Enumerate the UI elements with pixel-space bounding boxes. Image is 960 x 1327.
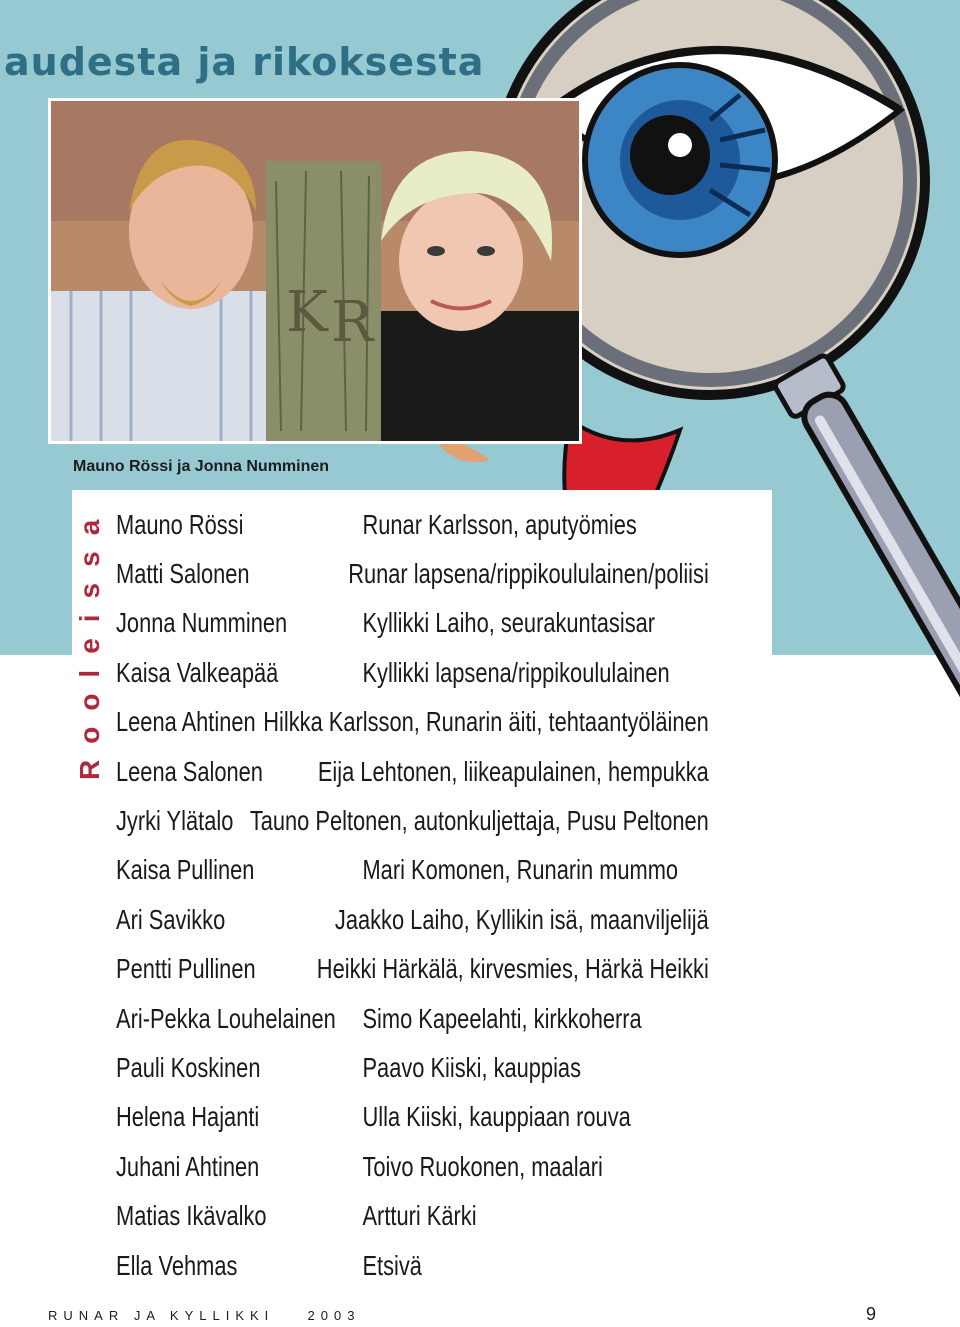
list-item bbox=[116, 796, 709, 845]
list-item bbox=[116, 747, 709, 796]
list-item bbox=[116, 698, 709, 747]
list-item bbox=[116, 1093, 709, 1142]
footer-year: 2003 bbox=[307, 1308, 361, 1323]
actor-name: Kaisa Valkeapää bbox=[116, 656, 279, 688]
role-name: Etsivä bbox=[362, 1249, 422, 1281]
actor-name: Ari Savikko bbox=[116, 903, 226, 935]
list-item bbox=[116, 648, 709, 697]
page-number: 9 bbox=[866, 1304, 877, 1324]
actor-name: Juhani Ahtinen bbox=[116, 1150, 260, 1182]
actor-name: Leena Ahtinen bbox=[116, 706, 256, 738]
actor-name: Leena Salonen bbox=[116, 755, 263, 787]
list-item bbox=[116, 1191, 709, 1240]
actor-name: Helena Hajanti bbox=[116, 1101, 260, 1133]
actor-name: Jyrki Ylätalo bbox=[116, 805, 234, 837]
list-item bbox=[116, 1043, 709, 1092]
list-item bbox=[116, 846, 709, 895]
footer-title-text: RUNAR JA KYLLIKKI bbox=[48, 1308, 275, 1323]
actor-name: Mauno Rössi bbox=[116, 508, 244, 540]
list-item bbox=[116, 500, 709, 549]
actor-name: Pentti Pullinen bbox=[116, 953, 256, 985]
actor-name: Pauli Koskinen bbox=[116, 1051, 261, 1083]
roles-heading bbox=[60, 720, 120, 780]
cast-photo bbox=[48, 98, 582, 444]
role-name: Ulla Kiiski, kauppiaan rouva bbox=[362, 1101, 631, 1133]
role-name: Mari Komonen, Runarin mummo bbox=[362, 854, 679, 886]
role-name: Jaakko Laiho, Kyllikin isä, maanviljelijä bbox=[334, 903, 709, 935]
role-name: Toivo Ruokonen, maalari bbox=[362, 1150, 603, 1182]
role-name: Hilkka Karlsson, Runarin äiti, tehtaantyöläinen bbox=[263, 706, 709, 738]
actor-name: Kaisa Pullinen bbox=[116, 854, 255, 886]
actor-name: Matias Ikävalko bbox=[116, 1200, 267, 1232]
svg-text:R: R bbox=[331, 290, 374, 355]
role-name: Heikki Härkälä, kirvesmies, Härkä Heikki bbox=[316, 953, 709, 985]
cast-list bbox=[116, 500, 876, 1290]
headline: audesta ja rikoksesta bbox=[4, 40, 485, 84]
list-item bbox=[116, 1241, 709, 1290]
list-item bbox=[116, 549, 709, 598]
actor-name: Ari-Pekka Louhelainen bbox=[116, 1002, 336, 1034]
list-item bbox=[116, 895, 709, 944]
role-name: Runar Karlsson, aputyömies bbox=[362, 508, 637, 540]
role-name: Artturi Kärki bbox=[362, 1200, 477, 1232]
list-item bbox=[116, 945, 709, 994]
role-name: Eija Lehtonen, liikeapulainen, hempukka bbox=[317, 755, 709, 787]
role-name: Kyllikki lapsena/rippikoululainen bbox=[362, 656, 670, 688]
list-item bbox=[116, 994, 709, 1043]
role-name: Paavo Kiiski, kauppias bbox=[362, 1051, 582, 1083]
list-item bbox=[116, 599, 709, 648]
photo-caption: Mauno Rössi ja Jonna Numminen bbox=[73, 458, 330, 475]
footer-title bbox=[48, 1308, 360, 1323]
svg-text:K: K bbox=[286, 280, 328, 345]
role-name: Simo Kapeelahti, kirkkoherra bbox=[362, 1002, 642, 1034]
actor-name: Ella Vehmas bbox=[116, 1249, 238, 1281]
role-name: Tauno Peltonen, autonkuljettaja, Pusu Peltonen bbox=[249, 805, 709, 837]
actor-name: Matti Salonen bbox=[116, 558, 250, 590]
actor-name: Jonna Numminen bbox=[116, 607, 288, 639]
list-item bbox=[116, 1142, 709, 1191]
role-name: Runar lapsena/rippikoululainen/poliisi bbox=[348, 558, 709, 590]
role-name: Kyllikki Laiho, seurakuntasisar bbox=[362, 607, 656, 639]
